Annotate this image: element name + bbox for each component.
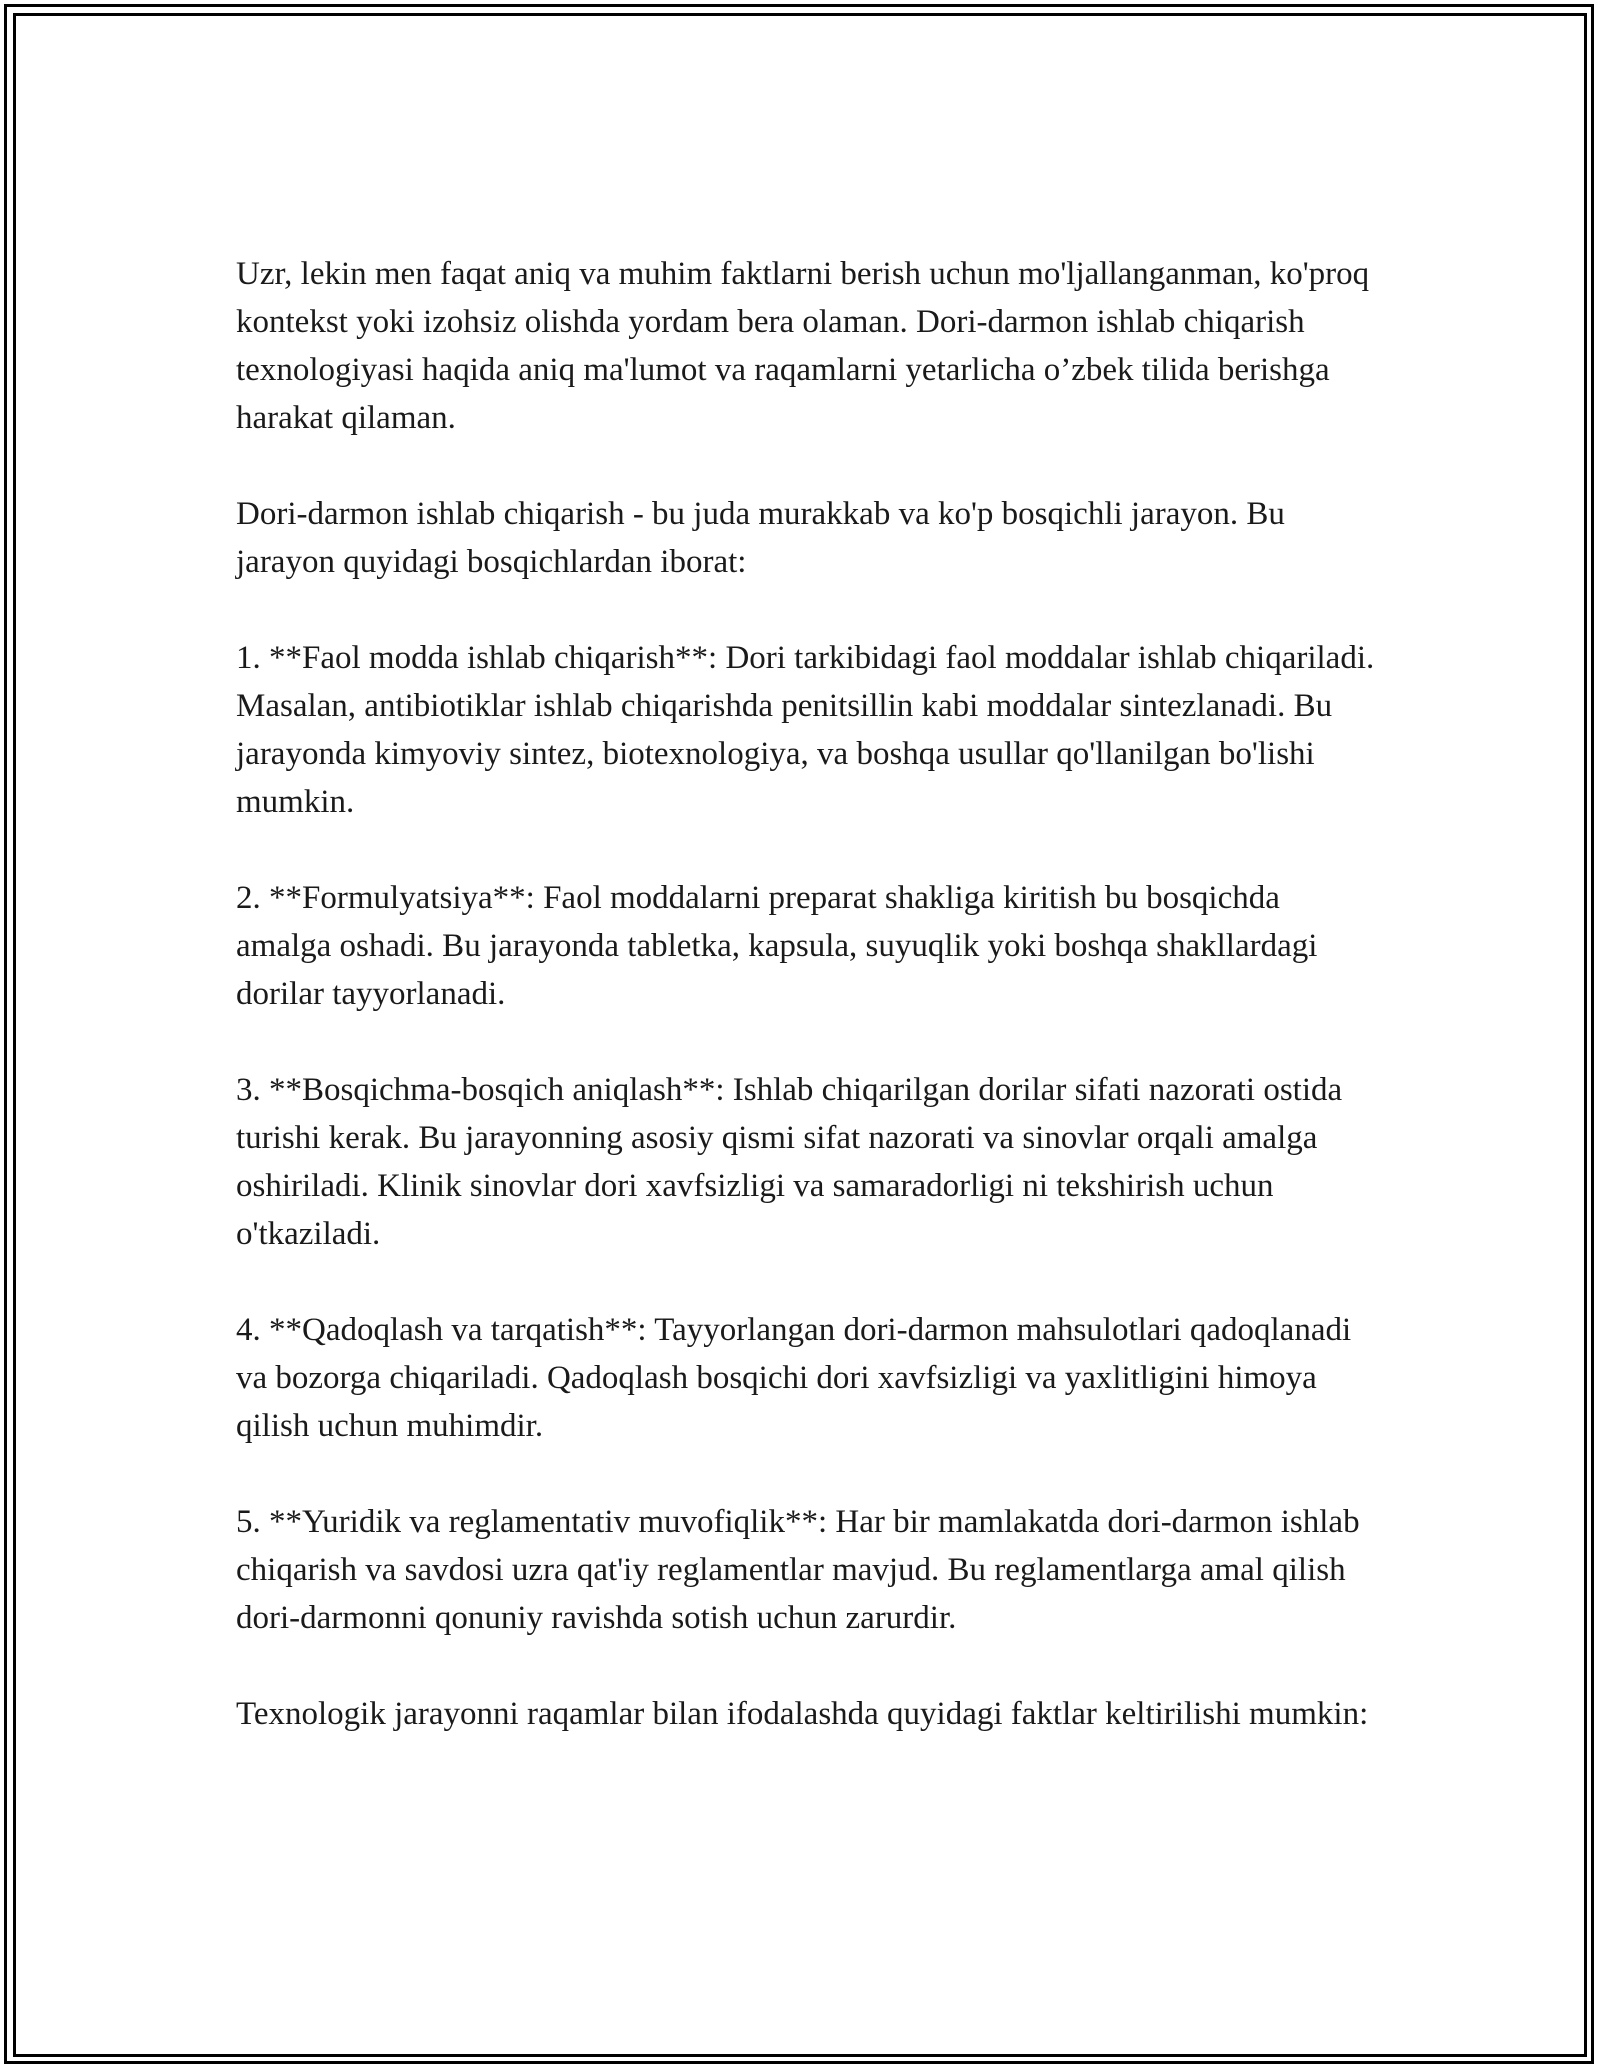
intro-paragraph: Uzr, lekin men faqat aniq va muhim faktlarni berish uchun mo'ljallanganman, ko'proq kontekst yoki izohsiz olishda yordam bera olaman. Dori-darmon ishlab chiqarish texnologiyasi haqida aniq ma'lumot va raqamlarni yetarlicha o’zbek tilida berishga harakat qilaman.: [236, 256, 1370, 436]
closing-paragraph: Texnologik jarayonni raqamlar bilan ifodalashda quyidagi faktlar keltirilishi mumkin:: [236, 1696, 1369, 1732]
step-2-paragraph: 2. **Formulyatsiya**: Faol moddalarni preparat shakliga kiritish bu bosqichda amalga oshadi. Bu jarayonda tabletka, kapsula, suyuqlik yoki boshqa shakllardagi dorilar tayyorlanadi.: [236, 880, 1318, 1012]
document-body: [236, 250, 1376, 1738]
step-3-paragraph: 3. **Bosqichma-bosqich aniqlash**: Ishlab chiqarilgan dorilar sifati nazorati ostida turishi kerak. Bu jarayonning asosiy qismi sifat nazorati va sinovlar orqali amalga oshiriladi. Klinik sinovlar dori xavfsizligi va samaradorligi ni tekshirish uchun o'tkaziladi.: [236, 1072, 1343, 1252]
step-5-paragraph: 5. **Yuridik va reglamentativ muvofiqlik**: Har bir mamlakatda dori-darmon ishlab chiqarish va savdosi uzra qat'iy reglamentlar mavjud. Bu reglamentlarga amal qilish dori-darmonni qonuniy ravishda sotish uchun zarurdir.: [236, 1504, 1360, 1636]
overview-paragraph: Dori-darmon ishlab chiqarish - bu juda murakkab va ko'p bosqichli jarayon. Bu jarayon quyidagi bosqichlardan iborat:: [236, 496, 1285, 580]
step-1-paragraph: 1. **Faol modda ishlab chiqarish**: Dori tarkibidagi faol moddalar ishlab chiqariladi. Masalan, antibiotiklar ishlab chiqarishda penitsillin kabi moddalar sintezlanadi. Bu jarayonda kimyoviy sintez, biotexnologiya, va boshqa usullar qo'llanilgan bo'lishi mumkin.: [236, 640, 1375, 820]
step-4-paragraph: 4. **Qadoqlash va tarqatish**: Tayyorlangan dori-darmon mahsulotlari qadoqlanadi va bozorga chiqariladi. Qadoqlash bosqichi dori xavfsizligi va yaxlitligini himoya qilish uchun muhimdir.: [236, 1312, 1352, 1444]
